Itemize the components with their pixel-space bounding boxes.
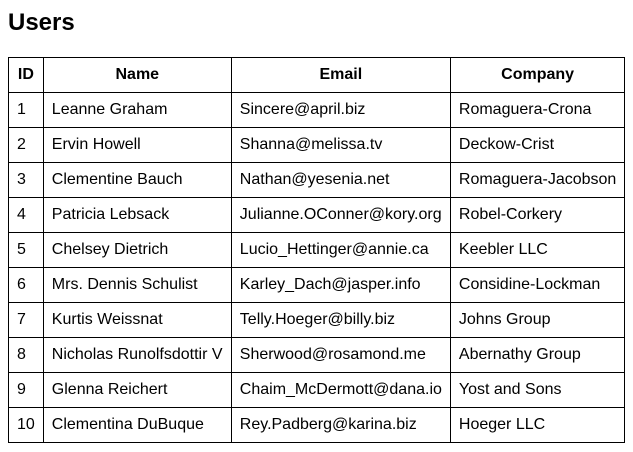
- table-row: [9, 373, 625, 408]
- table-row: [9, 233, 625, 268]
- cell-email: Chaim_McDermott@dana.io: [231, 373, 450, 408]
- header-id: ID: [9, 58, 44, 93]
- table-row: [9, 163, 625, 198]
- cell-email: Lucio_Hettinger@annie.ca: [231, 233, 450, 268]
- cell-id: 6: [9, 268, 44, 303]
- cell-name: Mrs. Dennis Schulist: [43, 268, 231, 303]
- cell-email: Rey.Padberg@karina.biz: [231, 408, 450, 443]
- cell-id: 1: [9, 93, 44, 128]
- cell-id: 2: [9, 128, 44, 163]
- cell-company: Hoeger LLC: [450, 408, 624, 443]
- cell-name: Clementina DuBuque: [43, 408, 231, 443]
- table-header-row: [9, 58, 625, 93]
- table-row: [9, 338, 625, 373]
- cell-id: 5: [9, 233, 44, 268]
- cell-name: Chelsey Dietrich: [43, 233, 231, 268]
- cell-email: Sherwood@rosamond.me: [231, 338, 450, 373]
- cell-name: Glenna Reichert: [43, 373, 231, 408]
- cell-id: 8: [9, 338, 44, 373]
- cell-company: Romaguera-Crona: [450, 93, 624, 128]
- header-email: Email: [231, 58, 450, 93]
- cell-name: Kurtis Weissnat: [43, 303, 231, 338]
- cell-name: Leanne Graham: [43, 93, 231, 128]
- cell-email: Sincere@april.biz: [231, 93, 450, 128]
- cell-id: 10: [9, 408, 44, 443]
- cell-company: Deckow-Crist: [450, 128, 624, 163]
- cell-company: Abernathy Group: [450, 338, 624, 373]
- table-row: [9, 408, 625, 443]
- header-company: Company: [450, 58, 624, 93]
- cell-company: Considine-Lockman: [450, 268, 624, 303]
- cell-company: Johns Group: [450, 303, 624, 338]
- page-title: Users: [8, 9, 75, 36]
- cell-company: Romaguera-Jacobson: [450, 163, 624, 198]
- users-table: [8, 57, 625, 443]
- cell-email: Shanna@melissa.tv: [231, 128, 450, 163]
- table-row: [9, 93, 625, 128]
- cell-name: Ervin Howell: [43, 128, 231, 163]
- cell-id: 7: [9, 303, 44, 338]
- table-row: [9, 128, 625, 163]
- cell-company: Yost and Sons: [450, 373, 624, 408]
- cell-name: Patricia Lebsack: [43, 198, 231, 233]
- cell-id: 4: [9, 198, 44, 233]
- cell-id: 9: [9, 373, 44, 408]
- cell-company: Robel-Corkery: [450, 198, 624, 233]
- table-row: [9, 198, 625, 233]
- cell-email: Julianne.OConner@kory.org: [231, 198, 450, 233]
- cell-email: Karley_Dach@jasper.info: [231, 268, 450, 303]
- header-name: Name: [43, 58, 231, 93]
- cell-company: Keebler LLC: [450, 233, 624, 268]
- table-row: [9, 268, 625, 303]
- table-row: [9, 303, 625, 338]
- cell-name: Nicholas Runolfsdottir V: [43, 338, 231, 373]
- cell-id: 3: [9, 163, 44, 198]
- cell-email: Telly.Hoeger@billy.biz: [231, 303, 450, 338]
- cell-email: Nathan@yesenia.net: [231, 163, 450, 198]
- cell-name: Clementine Bauch: [43, 163, 231, 198]
